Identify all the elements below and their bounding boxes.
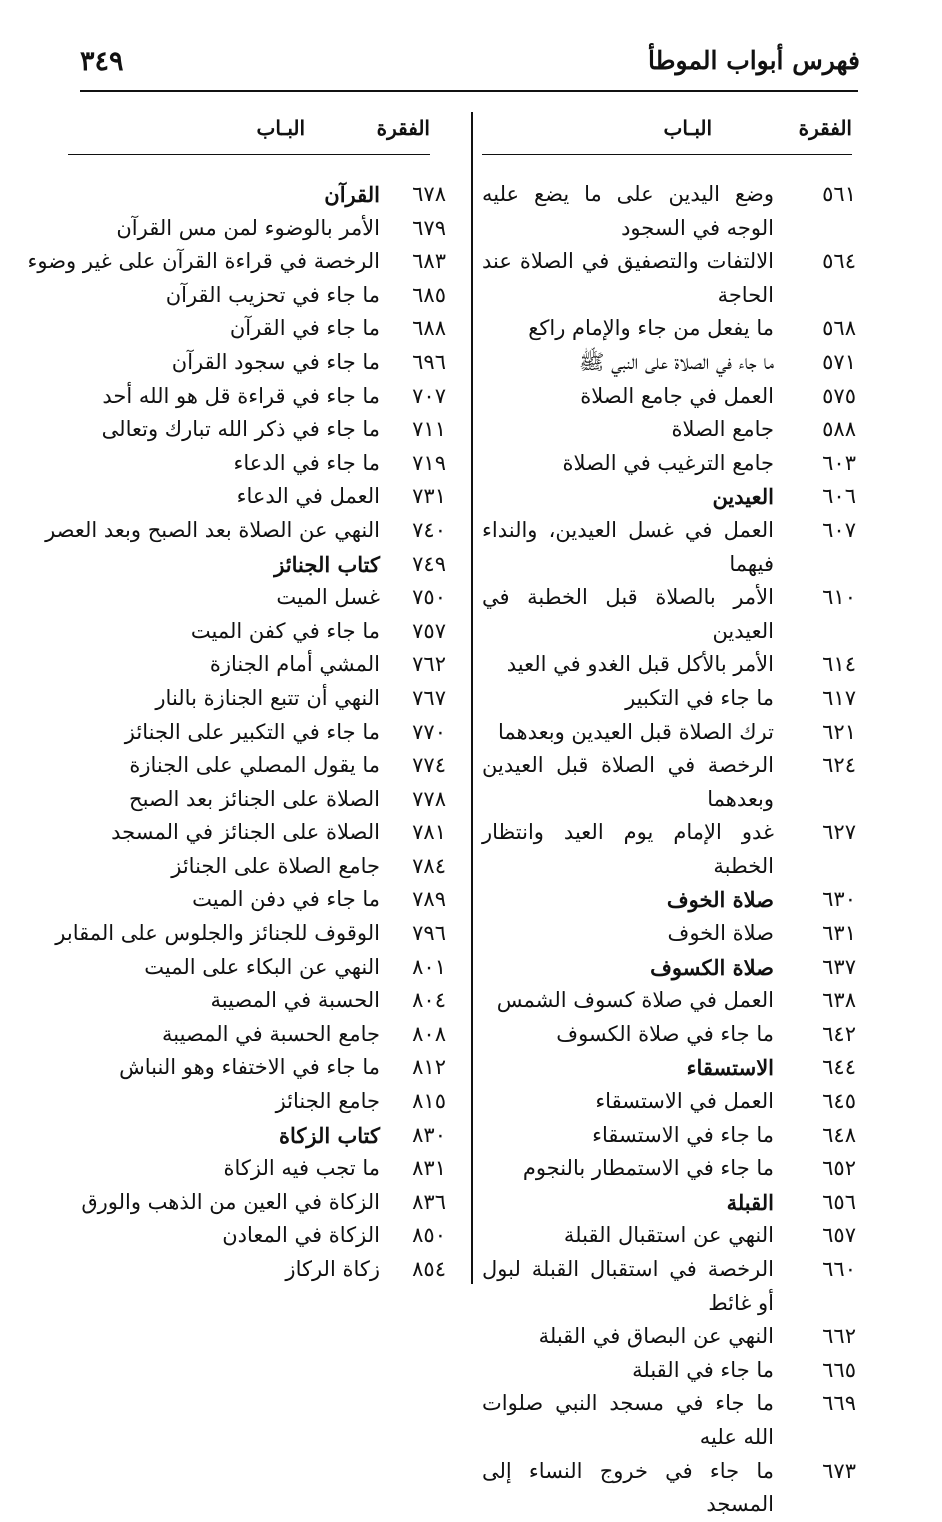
- index-entry: [68, 783, 460, 817]
- index-entry: [482, 245, 860, 312]
- index-entry: [482, 178, 860, 245]
- section-heading-row: [482, 1051, 860, 1085]
- index-entry: [68, 346, 460, 380]
- index-entry: [482, 380, 860, 414]
- chapter-title: النهي عن الصلاة بعد الصبح وبعد العصر: [45, 517, 380, 542]
- paragraph-number: ٦٤٥: [822, 1089, 856, 1114]
- paragraph-number: ٧٠٧: [412, 383, 446, 408]
- chapter-title: العمل في صلاة كسوف الشمس: [496, 988, 774, 1013]
- paragraph-number: ٦٨٨: [412, 316, 446, 341]
- chapter-title: ما جاء في القرآن: [229, 316, 380, 341]
- index-entry: [482, 816, 860, 883]
- chapter-title: الحسبة في المصيبة: [210, 988, 380, 1013]
- section-title: كتاب الجنائز: [274, 551, 380, 577]
- paragraph-number: ٦٦٩: [822, 1391, 856, 1416]
- index-entry: [68, 816, 460, 850]
- index-entry: [27, 245, 460, 279]
- index-entry: [482, 312, 860, 346]
- chapter-title: الرخصة في قراءة القرآن على غير وضوء: [27, 249, 380, 274]
- paragraph-number: ٥٧١: [822, 349, 856, 374]
- chapter-title: الأمر بالأكل قبل الغدو في العيد: [506, 652, 774, 677]
- paragraph-number: ٧٨٤: [412, 853, 446, 878]
- paragraph-number: ٨٠٨: [412, 1021, 446, 1046]
- entry-list: [27, 178, 460, 1287]
- paragraph-number: ٧٨٩: [412, 887, 446, 912]
- paragraph-number: ٨٥٠: [412, 1223, 446, 1248]
- index-entry: [68, 480, 460, 514]
- chapter-title: ما جاء في الاستمطار بالنجوم: [522, 1156, 774, 1181]
- chapter-title: ما جاء في التكبير: [625, 685, 774, 710]
- paragraph-number: ٧٩٦: [412, 921, 446, 946]
- chapter-title: العمل في الدعاء: [236, 484, 380, 509]
- header-divider: [80, 90, 858, 92]
- index-entry: [68, 413, 460, 447]
- chapter-title: ما جاء في القبلة: [632, 1357, 774, 1382]
- chapter-title: العمل في غسل العيدين، والنداء فيهما: [482, 517, 774, 576]
- section-title: صلاة الخوف: [666, 887, 774, 913]
- chapter-title: المشي أمام الجنازة: [209, 652, 380, 677]
- column-header-paragraph: الفقرة: [376, 116, 430, 140]
- index-entry: [68, 312, 460, 346]
- chapter-title: الأمر بالصلاة قبل الخطبة في العيدين: [482, 585, 774, 643]
- index-entry: [68, 1085, 460, 1119]
- chapter-title: جامع الجنائز: [275, 1089, 380, 1114]
- chapter-title: ترك الصلاة قبل العيدين وبعدهما: [497, 719, 774, 744]
- column-header-chapter: البـاب: [256, 116, 305, 140]
- page-number: ٣٤٩: [80, 46, 124, 77]
- paragraph-number: ٦٥٧: [822, 1223, 856, 1248]
- chapter-title: الوقوف للجنائز والجلوس على المقابر: [55, 921, 380, 946]
- index-entry: [482, 1387, 860, 1454]
- chapter-title: ما جاء في سجود القرآن: [171, 349, 380, 374]
- paragraph-number: ٦٢٧: [822, 820, 856, 845]
- paragraph-number: ٥٦٤: [822, 249, 856, 274]
- section-heading-row: [482, 883, 860, 917]
- paragraph-number: ٧٧٠: [412, 719, 446, 744]
- index-entry: [68, 1152, 460, 1186]
- chapter-title: ما يقول المصلي على الجنازة: [129, 753, 380, 778]
- paragraph-number: ٦٤٢: [822, 1021, 856, 1046]
- paragraph-number: ٦٢٤: [822, 753, 856, 778]
- paragraph-number: ٦٩٦: [412, 349, 446, 374]
- section-heading-row: [482, 1186, 860, 1220]
- chapter-title: الصلاة على الجنائز بعد الصبح: [129, 786, 380, 811]
- section-title: صلاة الكسوف: [650, 954, 774, 980]
- paragraph-number: ٦٤٤: [822, 1055, 856, 1080]
- index-entry: [482, 1253, 860, 1320]
- chapter-title: ما جاء في الصلاة على النبي ﷺ: [579, 349, 774, 374]
- running-title: فهرس أبواب الموطأ: [648, 46, 860, 75]
- section-title: القرآن: [324, 182, 380, 207]
- paragraph-number: ٧٨١: [412, 820, 446, 845]
- paragraph-number: ٦٦٢: [822, 1324, 856, 1349]
- paragraph-number: ٥٧٥: [822, 383, 856, 408]
- paragraph-number: ٧٧٨: [412, 786, 446, 811]
- chapter-title: الرخصة في استقبال القبلة لبول أو غائط: [482, 1257, 774, 1315]
- chapter-title: جامع الصلاة: [671, 417, 774, 442]
- index-entry: [68, 682, 460, 716]
- index-entry: [482, 346, 860, 380]
- index-entry: [68, 716, 460, 750]
- section-title: القبلة: [726, 1189, 774, 1215]
- index-entry: [68, 380, 460, 414]
- paragraph-number: ٨٥٤: [412, 1257, 446, 1281]
- chapter-title: وضع اليدين على ما يضع عليه الوجه في السجود: [482, 182, 774, 240]
- index-entry: [68, 447, 460, 481]
- index-entry: [482, 716, 860, 750]
- chapter-title: الرخصة في الصلاة قبل العيدين وبعدهما: [482, 753, 774, 811]
- paragraph-number: ٨١٥: [412, 1089, 446, 1114]
- chapter-title: الزكاة في المعادن: [222, 1223, 380, 1248]
- index-entry: [68, 1186, 460, 1220]
- paragraph-number: ٨٠٤: [412, 988, 446, 1013]
- column-header: [68, 110, 430, 155]
- index-entry: [68, 581, 460, 615]
- paragraph-number: ٦١٠: [822, 585, 856, 610]
- chapter-title: النهي عن البكاء على الميت: [144, 954, 380, 979]
- chapter-title: غدو الإمام يوم العيد وانتظار الخطبة: [482, 820, 774, 878]
- paragraph-number: ٦٧٣: [822, 1458, 856, 1483]
- paragraph-number: ٨٠١: [412, 954, 446, 979]
- index-entry: [482, 1085, 860, 1119]
- paragraph-number: ٦٤٨: [822, 1122, 856, 1147]
- index-entry: [482, 984, 860, 1018]
- paragraph-number: ٦٥٦: [822, 1189, 856, 1214]
- paragraph-number: ٦٣٠: [822, 887, 856, 912]
- chapter-title: غسل الميت: [276, 585, 380, 610]
- paragraph-number: ٧٧٤: [412, 753, 446, 778]
- chapter-title: ما جاء في قراءة قل هو الله أحد: [102, 383, 380, 408]
- paragraph-number: ٦٠٣: [822, 450, 856, 475]
- page-header: [80, 44, 860, 88]
- paragraph-number: ٨٣١: [412, 1156, 446, 1181]
- chapter-title: جامع الصلاة على الجنائز: [171, 853, 380, 878]
- chapter-title: ما جاء في الدعاء: [233, 450, 380, 475]
- index-entry: [68, 1219, 460, 1253]
- index-entry: [482, 413, 860, 447]
- index-entry: [68, 951, 460, 985]
- chapter-title: النهي أن تتبع الجنازة بالنار: [155, 685, 380, 710]
- index-entry: [68, 850, 460, 884]
- paragraph-number: ٦٢١: [822, 719, 856, 744]
- section-heading-row: [68, 178, 460, 212]
- paragraph-number: ٦٨٥: [412, 282, 446, 307]
- paragraph-number: ٥٨٨: [822, 417, 856, 442]
- paragraph-number: ٦٠٧: [822, 517, 856, 542]
- paragraph-number: ٦٨٣: [412, 249, 446, 274]
- chapter-title: الالتفات والتصفيق في الصلاة عند الحاجة: [482, 249, 774, 307]
- chapter-title: ما جاء في ذكر الله تبارك وتعالى: [101, 417, 380, 442]
- section-heading-row: [482, 480, 860, 514]
- index-entry: [482, 1018, 860, 1052]
- paragraph-number: ٦٧٨: [412, 182, 446, 206]
- index-entry: [482, 581, 860, 648]
- section-title: العيدين: [712, 484, 774, 510]
- chapter-title: ما جاء في التكبير على الجنائز: [124, 719, 380, 744]
- section-heading-row: [482, 951, 860, 985]
- column-header-paragraph: الفقرة: [798, 116, 852, 140]
- index-entry: [68, 1018, 460, 1052]
- index-entry: [482, 1152, 860, 1186]
- chapter-title: ما جاء في الاستسقاء: [592, 1122, 774, 1147]
- paragraph-number: ٨١٢: [412, 1055, 446, 1080]
- paragraph-number: ٨٣٦: [412, 1189, 446, 1214]
- chapter-title: الزكاة في العين من الذهب والورق: [81, 1189, 380, 1214]
- paragraph-number: ٧٦٢: [412, 652, 446, 677]
- paragraph-number: ٥٦٨: [822, 316, 856, 341]
- index-entry: [68, 615, 460, 649]
- paragraph-number: ٧٥٠: [412, 585, 446, 610]
- chapter-title: الأمر بالوضوء لمن مس القرآن: [116, 215, 380, 240]
- index-entry: [482, 917, 860, 951]
- index-entry: [482, 1119, 860, 1153]
- section-heading-row: [68, 548, 460, 582]
- paragraph-number: ٧٦٧: [412, 685, 446, 710]
- index-entry: [68, 1051, 460, 1085]
- column-header: [482, 110, 852, 155]
- index-entry: [482, 1455, 860, 1522]
- chapter-title: جامع الترغيب في الصلاة: [562, 450, 774, 475]
- index-column-left: [27, 110, 460, 1281]
- chapter-title: ما جاء في مسجد النبي صلوات الله عليه: [482, 1391, 774, 1449]
- section-title: كتاب الزكاة: [278, 1122, 380, 1148]
- index-entry: [482, 682, 860, 716]
- index-entry: [482, 1219, 860, 1253]
- index-entry: [482, 1354, 860, 1388]
- index-column-right: [482, 110, 860, 1517]
- paragraph-number: ٦٠٦: [822, 484, 856, 509]
- section-title: الاستسقاء: [686, 1055, 774, 1081]
- paragraph-number: ٧٤٩: [412, 551, 446, 576]
- chapter-title: ما جاء في تحزيب القرآن: [165, 282, 380, 307]
- chapter-title: ما يفعل من جاء والإمام راكع: [528, 316, 774, 341]
- paragraph-number: ٧١٩: [412, 450, 446, 475]
- paragraph-number: ٦٣٨: [822, 988, 856, 1013]
- index-entry: [482, 1320, 860, 1354]
- paragraph-number: ٦٧٩: [412, 215, 446, 240]
- index-entry: [68, 648, 460, 682]
- paragraph-number: ٧١١: [412, 417, 446, 442]
- entry-list: [482, 178, 860, 1522]
- paragraph-number: ٧٤٠: [412, 517, 446, 542]
- chapter-title: النهي عن استقبال القبلة: [563, 1223, 774, 1248]
- chapter-title: ما تجب فيه الزكاة: [223, 1156, 380, 1181]
- chapter-title: ما جاء في دفن الميت: [192, 887, 380, 912]
- paragraph-number: ٧٥٧: [412, 618, 446, 643]
- column-header-chapter: البـاب: [663, 116, 712, 140]
- index-entry: [68, 749, 460, 783]
- paragraph-number: ٧٣١: [412, 484, 446, 509]
- column-divider: [471, 112, 473, 1284]
- index-entry: [68, 279, 460, 313]
- paragraph-number: ٦٣٧: [822, 954, 856, 979]
- index-entry: [68, 984, 460, 1018]
- paragraph-number: ٦٦٠: [822, 1257, 856, 1281]
- paragraph-number: ٦٥٢: [822, 1156, 856, 1181]
- section-heading-row: [68, 1119, 460, 1153]
- index-entry: [68, 1253, 460, 1287]
- index-entry: [482, 514, 860, 581]
- chapter-title: ما جاء في خروج النساء إلى المسجد: [482, 1458, 774, 1517]
- chapter-title: صلاة الخوف: [667, 921, 774, 946]
- index-entry: [482, 447, 860, 481]
- index-entry: [68, 212, 460, 246]
- chapter-title: الصلاة على الجنائز في المسجد: [111, 820, 380, 845]
- paragraph-number: ٦٣١: [822, 921, 856, 946]
- paragraph-number: ٨٣٠: [412, 1122, 446, 1147]
- paragraph-number: ٦١٧: [822, 685, 856, 710]
- index-entry: [68, 883, 460, 917]
- index-entry: [482, 749, 860, 816]
- chapter-title: النهي عن البصاق في القبلة: [538, 1324, 774, 1349]
- chapter-title: جامع الحسبة في المصيبة: [161, 1021, 380, 1046]
- chapter-title: زكاة الركاز: [285, 1257, 380, 1281]
- chapter-title: العمل في الاستسقاء: [595, 1089, 774, 1114]
- chapter-title: ما جاء في كفن الميت: [190, 618, 380, 643]
- index-entry: [45, 514, 460, 548]
- chapter-title: ما جاء في صلاة الكسوف: [556, 1021, 774, 1046]
- paragraph-number: ٦١٤: [822, 652, 856, 677]
- paragraph-number: ٥٦١: [822, 182, 856, 206]
- chapter-title: ما جاء في الاختفاء وهو النباش: [119, 1055, 380, 1080]
- index-entry: [55, 917, 460, 951]
- chapter-title: العمل في جامع الصلاة: [580, 383, 774, 408]
- paragraph-number: ٦٦٥: [822, 1357, 856, 1382]
- index-entry: [482, 648, 860, 682]
